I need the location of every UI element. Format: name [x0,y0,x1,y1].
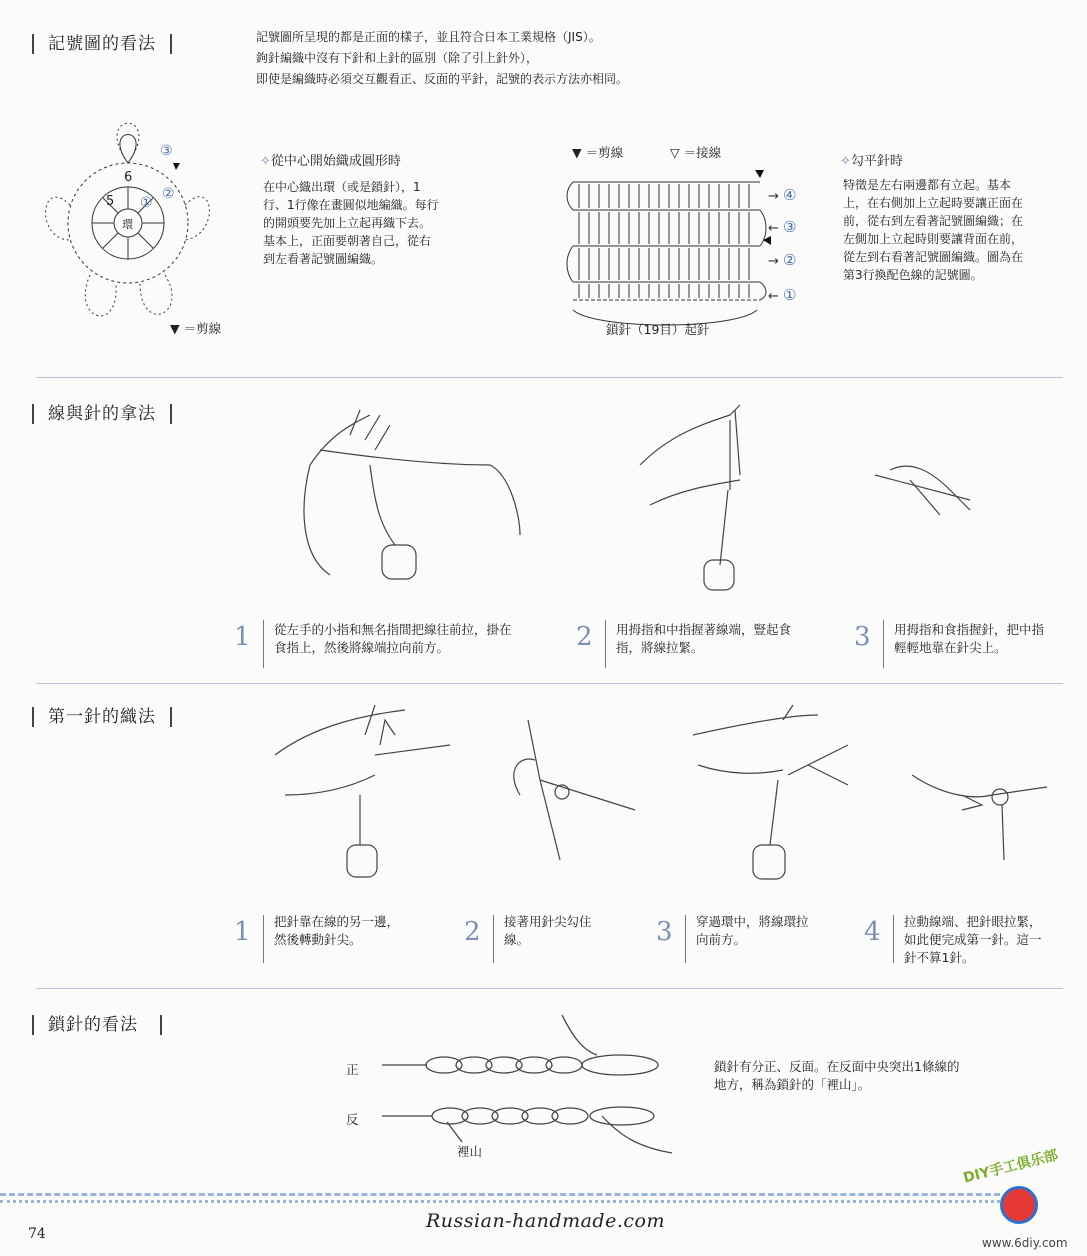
flat-body-3: 前，從右到左看著記號圖編織；在 [843,214,1024,228]
intro-line-3: 即使是編織時必須交互觀看正、反面的平針，記號的表示方法亦相同。 [256,72,629,86]
flat-row-1: ← ① [768,286,797,304]
holding-step-1-number: 1 [234,620,264,668]
chain-back-illustration [382,1098,682,1158]
flat-body-2: 上，在右側加上立起時要讓正面在 [843,196,1024,210]
round-subtitle: ✧從中心開始織成圓形時 [260,154,401,169]
round-subtitle-text: 從中心開始織成圓形時 [270,154,401,169]
flat-body-1: 特徵是左右兩邊都有立起。基本 [843,178,1012,192]
round-body-5: 到左看著記號圖編織。 [263,252,384,266]
watermark-site-text: Russian-handmade.com [426,1210,665,1232]
flat-chart-diagram [565,170,765,330]
first-stitch-step-1-line-2: 然後轉動針尖。 [274,932,362,947]
first-stitch-illustration-2 [500,720,640,860]
section-title-first-stitch: 第一針的織法 [32,707,172,727]
first-stitch-step-3-line-1: 穿過環中，將線環拉 [696,914,809,929]
holding-step-2-number: 2 [576,620,606,668]
first-stitch-step-2-line-1: 接著用針尖勾住 [504,914,592,929]
flat-row-4-label: ④ [783,186,797,204]
section-title-chart-reading: 記號圖的看法 [32,34,172,54]
holding-illustration-1 [290,405,530,585]
flat-row-1-label: ① [783,286,797,304]
round-chart-diagram [30,115,190,340]
flat-body-4: 左側加上立起時則要讓背面在前， [843,232,1024,246]
first-stitch-illustration-3 [688,705,858,885]
logo-emblem [1000,1186,1038,1224]
holding-step-3-number: 3 [854,620,884,668]
holding-step-3-line-2: 輕輕地靠在針尖上。 [894,640,1007,655]
round-5-label: 5 [106,194,115,209]
round-body-1: 在中心織出環（或是鎖針），1 [263,180,421,194]
first-stitch-step-3-number: 3 [656,915,686,963]
flat-chain-label: 鎖針（19目）起針 [606,322,710,337]
logo-url: www.6diy.com [982,1236,1068,1250]
first-stitch-illustration-4 [912,765,1052,865]
holding-illustration-2 [630,395,770,585]
flat-row-2-label: ② [783,251,797,269]
chain-front-label: 正 [346,1062,359,1077]
round-1-label: ① [140,195,153,211]
round-6-label: 6 [124,170,133,185]
holding-step-1-line-2: 食指上，然後將線端拉向前方。 [274,640,450,655]
round-2-label: ② [162,186,175,202]
flat-row-3: ← ③ [768,218,797,236]
first-stitch-step-4-line-3: 針不算1針。 [904,950,975,965]
section-title-chain-bar [160,1015,162,1035]
chain-back-label: 反 [346,1112,359,1127]
first-stitch-step-4-line-1: 拉動線端、把針眼拉緊， [904,914,1042,929]
intro-line-1: 記號圖所呈現的都是正面的樣子，並且符合日本工業規格（JIS）。 [256,30,601,44]
divider-1 [36,377,1063,378]
flat-subtitle: ✧勾平針時 [840,154,903,169]
ring-label: 環 [122,218,133,231]
round-body-2: 行、1行像在畫圓似地編織。每行 [263,198,439,212]
flat-legend-join: ▽ ＝接線 [670,145,722,160]
section-title-chain: 鎖針的看法 [32,1015,152,1035]
holding-illustration-3 [870,450,980,530]
section-title-holding: 線與針的拿法 [32,404,172,424]
page-number: 74 [28,1226,46,1242]
flat-body-5: 從左到右看著記號圖編織。圖為在 [843,250,1024,264]
first-stitch-step-3-line-2: 向前方。 [696,932,747,947]
first-stitch-step-2-number: 2 [464,915,494,963]
holding-step-3-line-1: 用拇指和食指握針，把中指 [894,622,1045,637]
watermark-site [426,1210,665,1232]
holding-step-1-line-1: 從左手的小指和無名指間把線往前拉，掛在 [274,622,512,637]
round-legend-cut: ▼ ＝剪線 [170,321,222,336]
first-stitch-step-1-line-1: 把針靠在線的另一邊， [274,914,400,929]
diy-logo [961,1147,1072,1236]
flat-legend-cut: ▼ ＝剪線 [572,145,624,160]
chain-body-1: 鎖針有分正、反面。在反面中央突出1條線的 [714,1059,960,1074]
intro-line-2: 鉤針編織中沒有下針和上針的區別（除了引上針外）， [256,51,539,65]
holding-step-2-line-2: 指，將線拉緊。 [616,640,704,655]
footer-dotted-band [0,1200,1000,1209]
first-stitch-step-1-number: 1 [234,915,264,963]
holding-step-2-line-1: 用拇指和中指握著線端，豎起食 [616,622,792,637]
first-stitch-step-4-line-2: 如此便完成第一針。這一 [904,932,1042,947]
chain-back-bump-label: 裡山 [457,1144,483,1159]
chain-front-illustration [382,1015,662,1085]
flat-row-4: → ④ [768,186,797,204]
round-body-3: 的開頭要先加上立起再織下去。 [263,216,432,230]
flat-body-6: 第3行換配色線的記號圖。 [843,268,983,282]
logo-text: DIY手工俱乐部 [961,1147,1060,1187]
first-stitch-step-4-number: 4 [864,915,894,963]
first-stitch-step-2-line-2: 線。 [504,932,530,947]
flat-row-2: → ② [768,251,797,269]
flat-row-3-label: ③ [783,218,797,236]
first-stitch-illustration-1 [265,705,455,885]
divider-3 [36,988,1063,989]
chain-body-2: 地方，稱為鎖針的「裡山」。 [714,1077,871,1092]
flat-subtitle-text: 勾平針時 [850,154,903,169]
divider-2 [36,683,1063,684]
round-body-4: 基本上，正面要朝著自己，從右 [263,234,432,248]
round-3-label: ③ [160,143,173,159]
